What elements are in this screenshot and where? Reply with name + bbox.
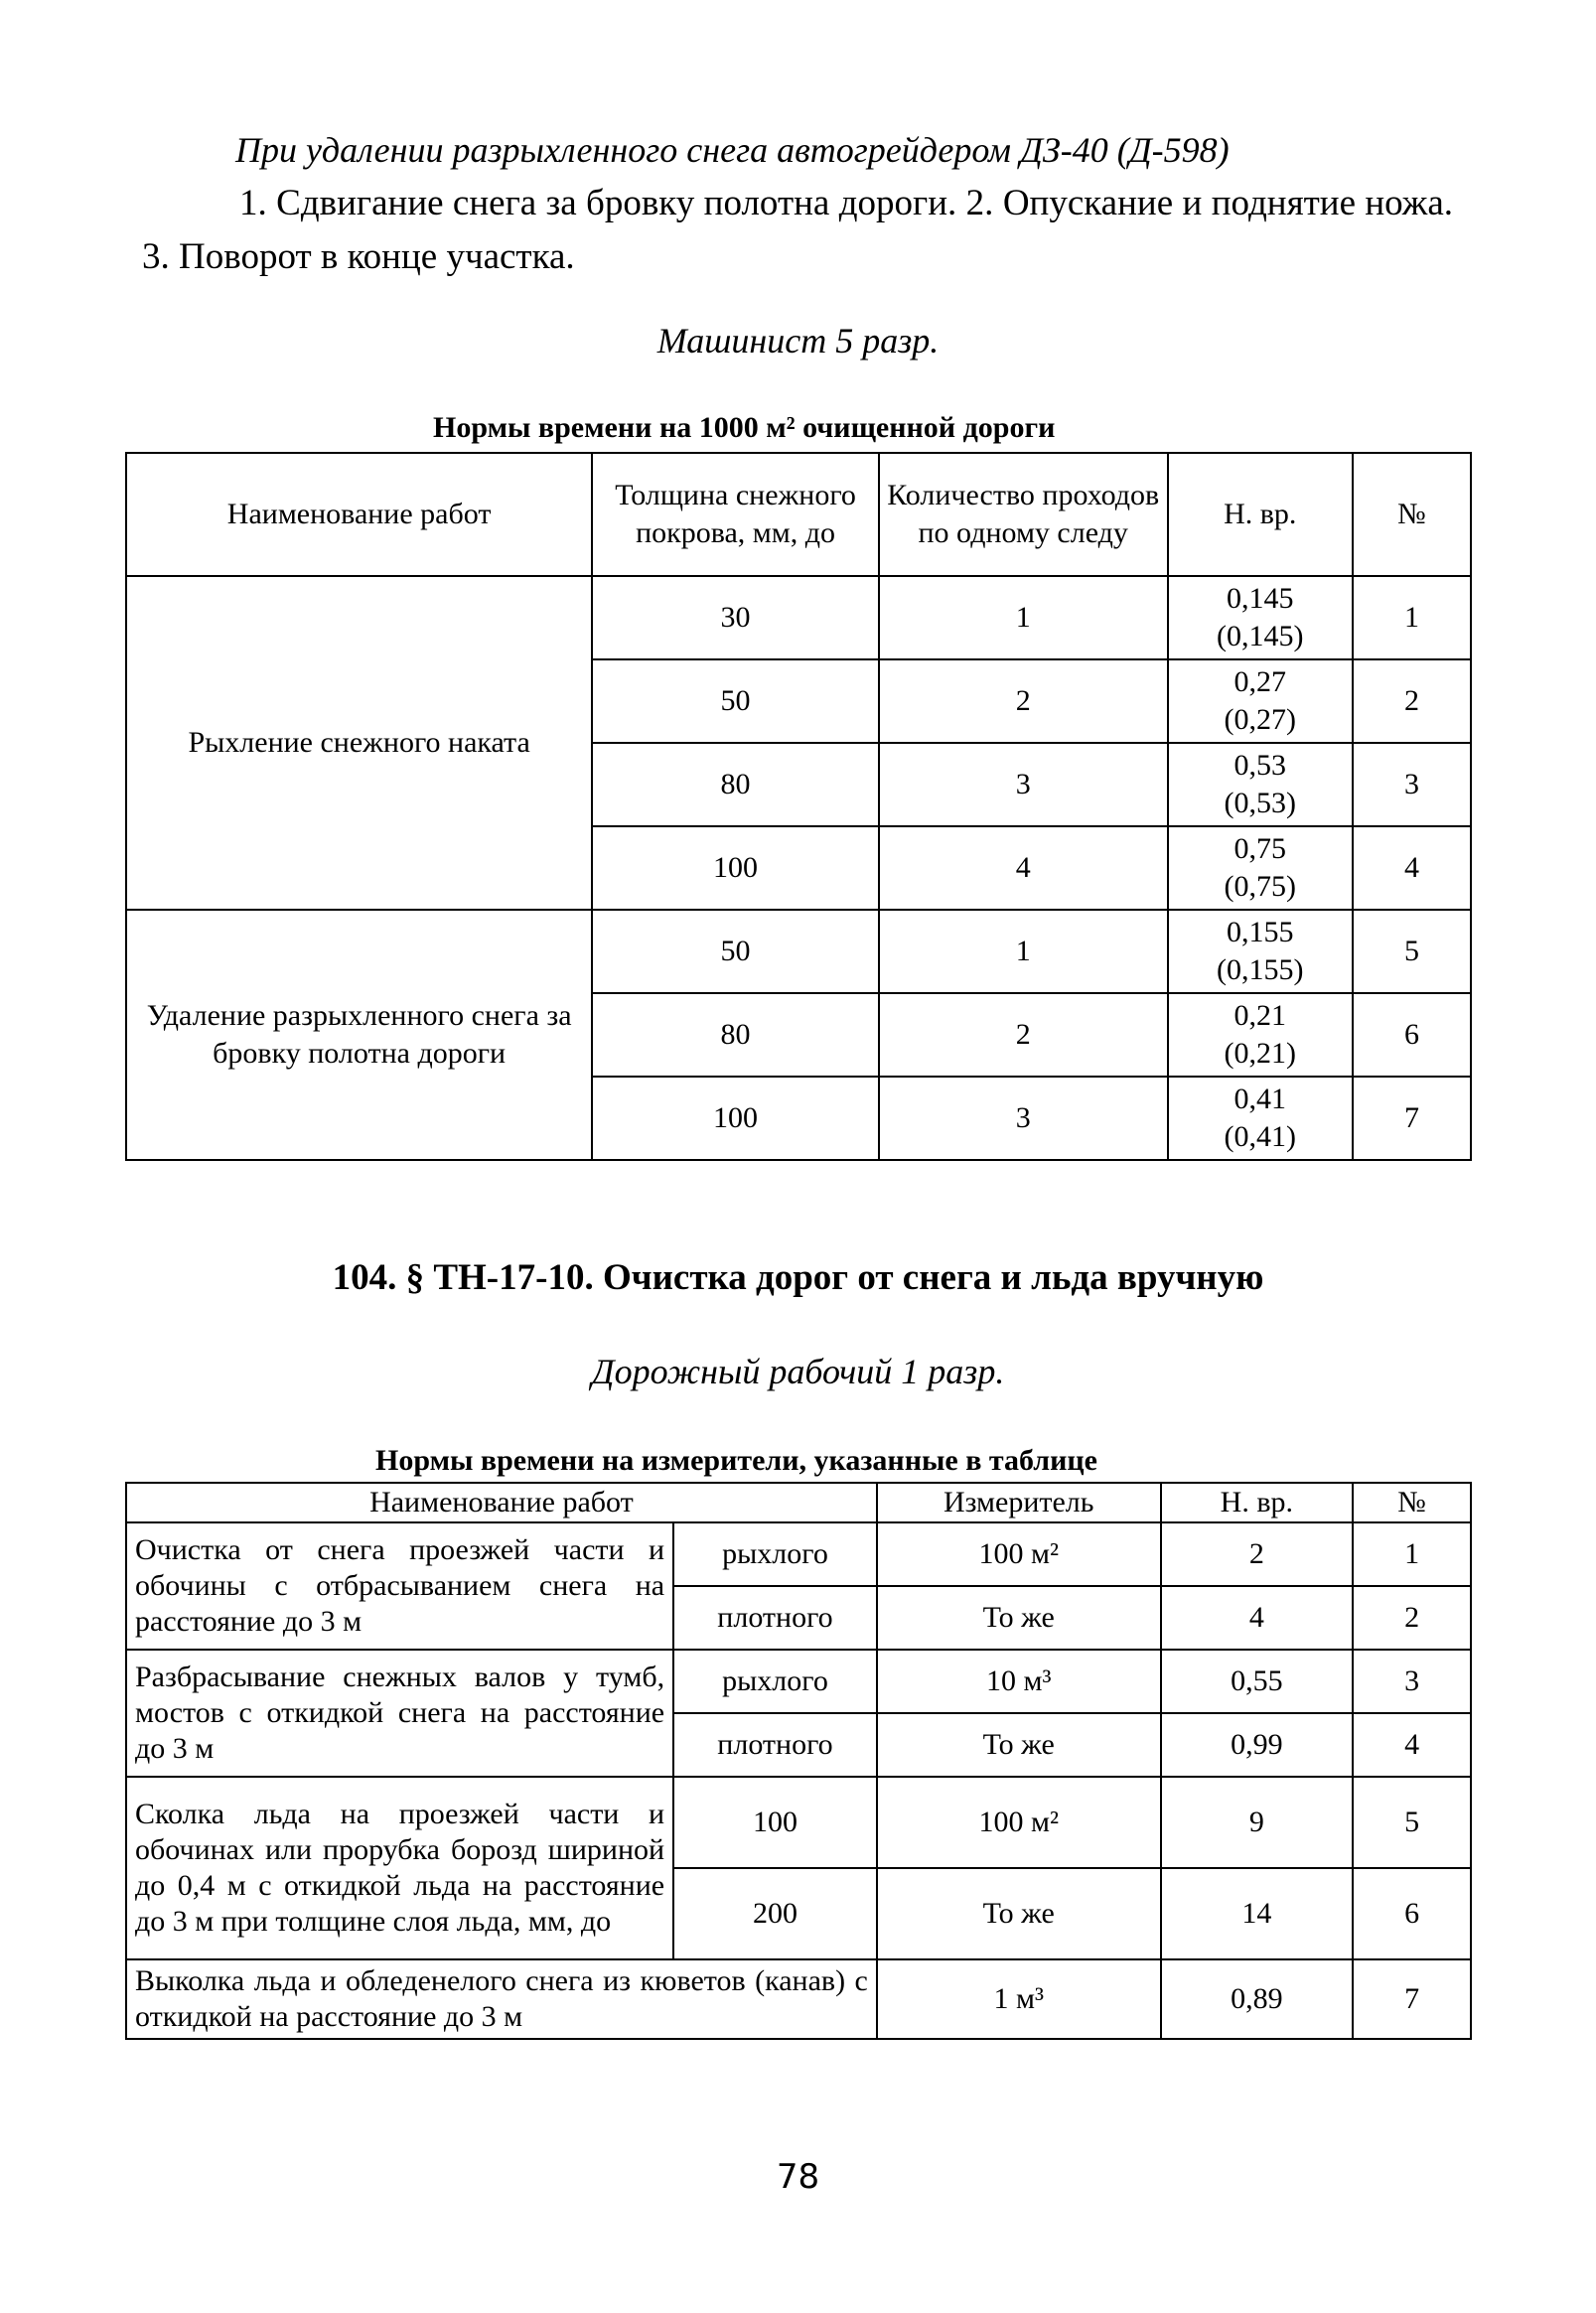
table-row — [126, 1650, 1471, 1713]
norm-cell — [1168, 910, 1353, 993]
norm-value-alt: (0,75) — [1224, 870, 1297, 903]
norm-cell — [1168, 993, 1353, 1077]
num-cell: 5 — [1353, 910, 1471, 993]
thickness-cell: 50 — [592, 659, 879, 743]
num-cell: 7 — [1353, 1959, 1471, 2039]
passes-cell: 2 — [879, 993, 1168, 1077]
num-cell: 4 — [1353, 1713, 1471, 1777]
norm-cell: 14 — [1161, 1868, 1354, 1959]
norm-cell: 9 — [1161, 1777, 1354, 1868]
header-work: Наименование работ — [126, 1483, 877, 1522]
work-name-cell: Удаление разрыхленного снега за бровку полотна дороги — [126, 910, 592, 1160]
table-row — [126, 910, 1471, 993]
unit-cell: То же — [877, 1713, 1161, 1777]
norm-cell — [1168, 826, 1353, 910]
passes-cell: 1 — [879, 576, 1168, 659]
passes-cell: 3 — [879, 743, 1168, 826]
norms-table-2 — [125, 1482, 1472, 2040]
page-number: 78 — [776, 2157, 820, 2197]
variant-cell: рыхлого — [673, 1522, 877, 1586]
norm-value: 0,41 — [1233, 1083, 1287, 1115]
norm-cell — [1168, 659, 1353, 743]
work-steps-paragraph: 1. Сдвигание снега за бровку полотна дороги. 2. Опускание и поднятие ножа. 3. Поворот в конце участка. — [142, 183, 1453, 277]
variant-cell: рыхлого — [673, 1650, 877, 1713]
norm-value: 0,145 — [1227, 582, 1294, 615]
worker-grade: Машинист 5 разр. — [656, 321, 940, 361]
work-name-cell: Сколка льда на проезжей части и обочинах или прорубка борозд шириной до 0,4 м с откидкой льда на расстояние до 3 м при толщине слоя льда, мм, до — [126, 1777, 673, 1959]
num-cell: 6 — [1353, 993, 1471, 1077]
passes-cell: 4 — [879, 826, 1168, 910]
norm-value: 0,155 — [1227, 916, 1294, 948]
num-cell: 2 — [1353, 1586, 1471, 1650]
section-worker-grade: Дорожный рабочий 1 разр. — [591, 1352, 1005, 1391]
unit-cell: То же — [877, 1586, 1161, 1650]
num-cell: 5 — [1353, 1777, 1471, 1868]
table-row — [126, 1959, 1471, 2039]
norm-value-alt: (0,21) — [1224, 1037, 1297, 1070]
unit-cell: То же — [877, 1868, 1161, 1959]
header-norm: Н. вр. — [1161, 1483, 1354, 1522]
header-thickness: Толщина снежного покрова, мм, до — [592, 453, 879, 576]
table-row — [126, 576, 1471, 659]
norm-cell — [1168, 576, 1353, 659]
passes-cell: 2 — [879, 659, 1168, 743]
num-cell: 3 — [1353, 743, 1471, 826]
thickness-cell: 80 — [592, 993, 879, 1077]
num-cell: 4 — [1353, 826, 1471, 910]
table1-caption: Нормы времени на 1000 м² очищенной дороги — [433, 411, 1056, 444]
header-passes: Количество проходов по одному следу — [879, 453, 1168, 576]
norm-value: 0,27 — [1233, 665, 1287, 698]
table1-header-row — [126, 453, 1471, 576]
variant-cell: плотного — [673, 1713, 877, 1777]
unit-cell: 10 м³ — [877, 1650, 1161, 1713]
variant-cell: плотного — [673, 1586, 877, 1650]
norm-cell: 4 — [1161, 1586, 1354, 1650]
norm-cell — [1168, 1077, 1353, 1160]
variant-cell: 100 — [673, 1777, 877, 1868]
thickness-cell: 100 — [592, 826, 879, 910]
norm-cell: 0,55 — [1161, 1650, 1354, 1713]
num-cell: 2 — [1353, 659, 1471, 743]
thickness-cell: 50 — [592, 910, 879, 993]
passes-cell: 3 — [879, 1077, 1168, 1160]
num-cell: 1 — [1353, 1522, 1471, 1586]
table2-caption: Нормы времени на измерители, указанные в таблице — [375, 1444, 1098, 1477]
num-cell: 6 — [1353, 1868, 1471, 1959]
num-cell: 1 — [1353, 576, 1471, 659]
header-work: Наименование работ — [126, 453, 592, 576]
norm-cell: 2 — [1161, 1522, 1354, 1586]
num-cell: 3 — [1353, 1650, 1471, 1713]
passes-cell: 1 — [879, 910, 1168, 993]
unit-cell: 100 м² — [877, 1522, 1161, 1586]
header-norm: Н. вр. — [1168, 453, 1353, 576]
table2-header-row — [126, 1483, 1471, 1522]
norm-cell — [1168, 743, 1353, 826]
thickness-cell: 100 — [592, 1077, 879, 1160]
work-name-cell: Разбрасывание снежных валов у тумб, мостов с откидкой снега на расстояние до 3 м — [126, 1650, 673, 1777]
unit-cell: 1 м³ — [877, 1959, 1161, 2039]
num-cell: 7 — [1353, 1077, 1471, 1160]
norm-value-alt: (0,155) — [1217, 953, 1304, 986]
unit-cell: 100 м² — [877, 1777, 1161, 1868]
norm-value-alt: (0,145) — [1217, 620, 1304, 652]
table-row — [126, 1777, 1471, 1868]
norm-value-alt: (0,41) — [1224, 1120, 1297, 1153]
work-name-cell: Рыхление снежного наката — [126, 576, 592, 910]
thickness-cell: 30 — [592, 576, 879, 659]
thickness-cell: 80 — [592, 743, 879, 826]
header-unit: Измеритель — [877, 1483, 1161, 1522]
method-subtitle: При удалении разрыхленного снега автогрейдером ДЗ-40 (Д-598) — [235, 130, 1230, 170]
norm-value: 0,53 — [1233, 749, 1287, 782]
header-num: № — [1353, 453, 1471, 576]
section-title: 104. § ТН-17-10. Очистка дорог от снега и льда вручную — [332, 1257, 1264, 1298]
header-num: № — [1353, 1483, 1471, 1522]
norm-value-alt: (0,53) — [1224, 787, 1297, 819]
norm-value: 0,21 — [1233, 999, 1287, 1032]
norms-table-1 — [125, 452, 1472, 1161]
table-row — [126, 1522, 1471, 1586]
norm-cell: 0,89 — [1161, 1959, 1354, 2039]
norm-value-alt: (0,27) — [1224, 703, 1297, 736]
variant-cell: 200 — [673, 1868, 877, 1959]
norm-value: 0,75 — [1233, 832, 1287, 865]
work-name-cell: Выколка льда и обледенелого снега из кюветов (канав) с откидкой на расстояние до 3 м — [126, 1959, 877, 2039]
work-name-cell: Очистка от снега проезжей части и обочины с отбрасыванием снега на расстояние до 3 м — [126, 1522, 673, 1650]
norm-cell: 0,99 — [1161, 1713, 1354, 1777]
